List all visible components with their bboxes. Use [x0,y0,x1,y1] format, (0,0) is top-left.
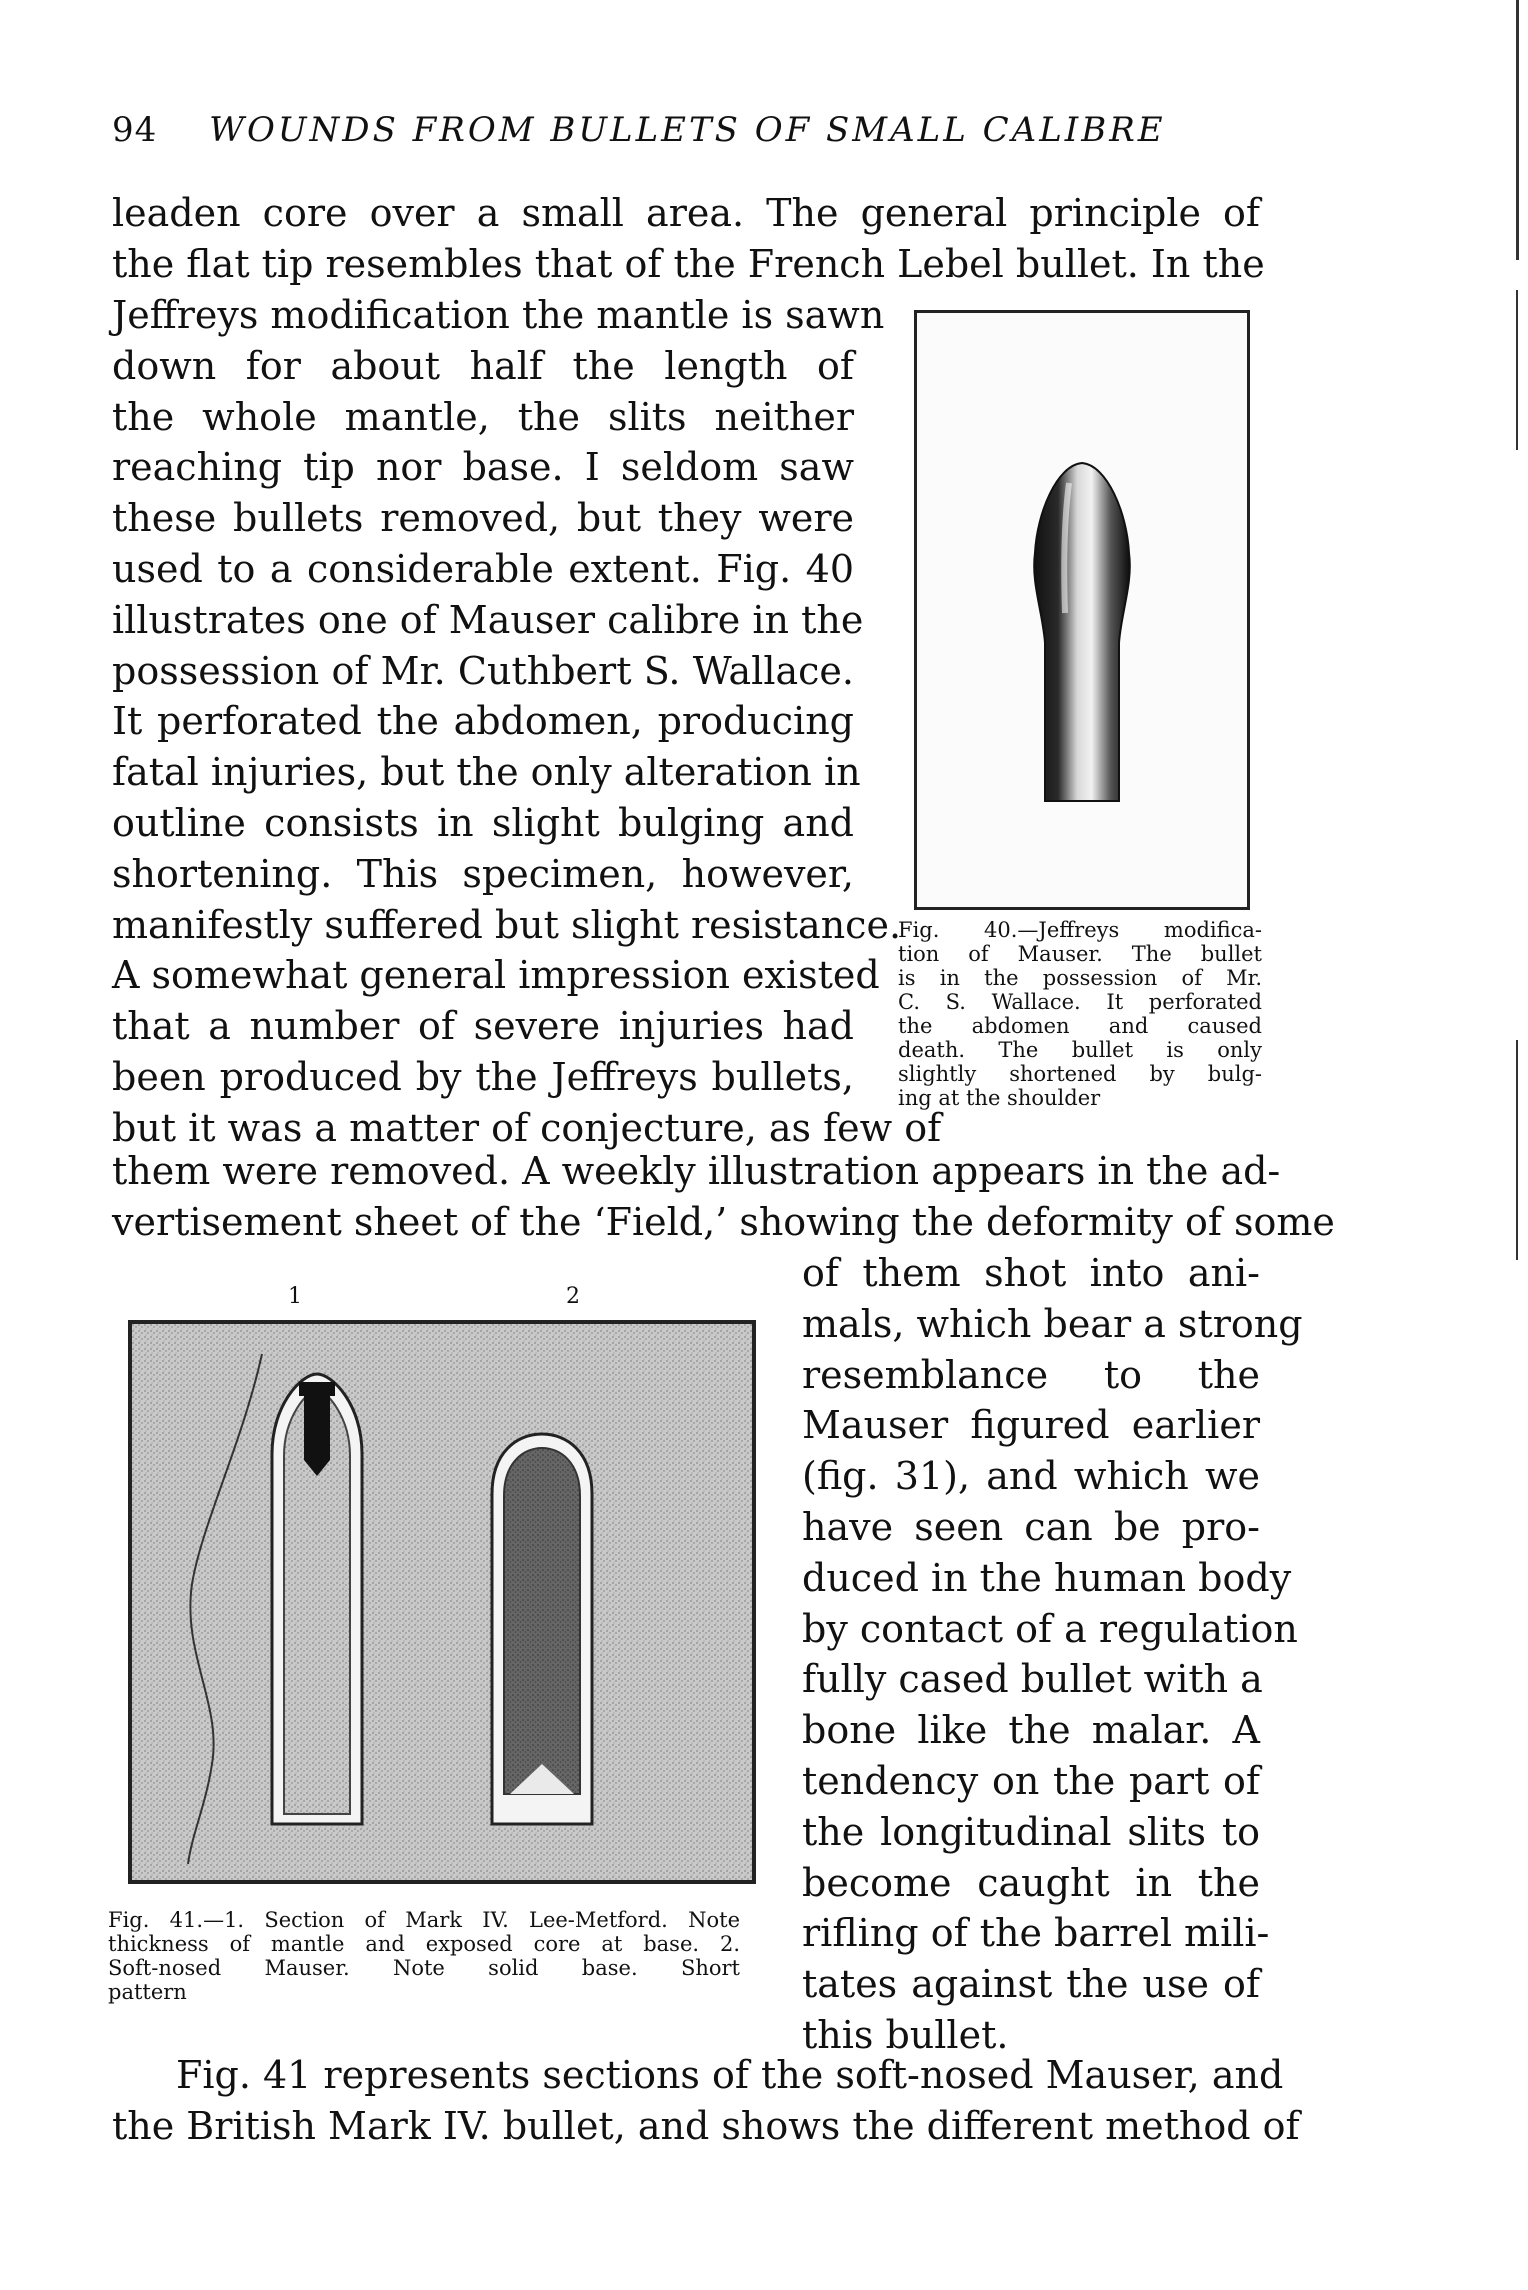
bullet-sections-illustration [132,1324,752,1880]
caption-line: death. The bullet is only [898,1038,1262,1062]
paragraph-block-5 [112,2050,1300,2152]
caption-line: slightly shortened by bulg- [898,1062,1262,1086]
caption-line: is in the possession of Mr. [898,966,1262,990]
text-line: them were removed. A weekly illustration appears in the ad- [112,1149,1281,1193]
caption-line: tion of Mauser. The bullet [898,942,1262,966]
caption-line: ing at the shoulder [898,1086,1101,1110]
jeffreys-bullet-illustration [917,313,1247,907]
text-line: of them shot into ani- [802,1251,1260,1295]
running-title: WOUNDS FROM BULLETS OF SMALL CALIBRE [209,110,1166,150]
text-line: fatal injuries, but the only alteration in [112,750,861,795]
caption-line: the abdomen and caused [898,1014,1262,1038]
text-line: shortening. This specimen, however, [112,851,854,896]
text-line: It perforated the abdomen, producing [112,699,854,744]
paragraph-block-1 [112,188,1265,290]
text-line: vertisement sheet of the ‘Field,’ showing the deformity of some [112,1199,1335,1244]
text-line: rifling of the barrel mili- [802,1911,1270,1956]
text-line: these bullets removed, but they were [112,496,854,541]
text-line: have seen can be pro- [802,1504,1260,1549]
text-line: bone like the malar. A [802,1708,1260,1753]
text-line: fully cased bullet with a [802,1657,1263,1702]
paragraph-block-2 [112,290,942,1154]
caption-line: Soft-nosed Mauser. Note solid base. Short [108,1956,740,1980]
running-header [112,110,1166,150]
text-line: possession of Mr. Cuthbert S. Wallace. [112,648,854,693]
text-line: the whole mantle, the slits neither [112,394,854,439]
figure-41-image [128,1320,756,1884]
text-line: used to a considerable extent. Fig. 40 [112,546,854,591]
figure-40-caption [898,918,1262,1110]
text-line: the flat tip resembles that of the French Lebel bullet. In the [112,241,1265,286]
text-line: been produced by the Jeffreys bullets, [112,1054,854,1099]
text-line: the longitudinal slits to [802,1809,1260,1854]
text-line: the British Mark IV. bullet, and shows the different method of [112,2103,1300,2148]
text-line: tates against the use of [802,1962,1260,2007]
figure-41-label-2: 2 [566,1284,580,1309]
figure-41-label-1: 1 [288,1284,302,1309]
text-line: outline consists in slight bulging and [112,800,854,845]
text-line: by contact of a regulation [802,1606,1298,1651]
caption-line: Fig. 41.—1. Section of Mark IV. Lee-Metford. Note [108,1908,740,1932]
text-line: become caught in the [802,1860,1260,1905]
paragraph-block-4 [802,1248,1303,2061]
caption-line: Fig. 40.—Jeffreys modifica- [898,918,1262,942]
page-number: 94 [112,110,158,150]
caption-line: C. S. Wallace. It perforated [898,990,1262,1014]
text-line: illustrates one of Mauser calibre in the [112,597,864,642]
text-line: this bullet. [802,2012,1009,2057]
text-line: leaden core over a small area. The general principle of [112,191,1260,235]
text-line: that a number of severe injuries had [112,1004,854,1049]
text-line: duced in the human body [802,1555,1292,1600]
scan-edge-mark [1516,1040,1518,1260]
scan-edge-mark [1516,0,1519,260]
text-line: A somewhat general impression existed [112,953,880,998]
text-line: tendency on the part of [802,1758,1260,1803]
text-line: Fig. 41 represents sections of the soft-nosed Mauser, and [176,2053,1284,2097]
scan-edge-mark [1516,290,1518,450]
caption-line: pattern [108,1980,187,2004]
text-line: Mauser figured earlier [802,1403,1260,1448]
paragraph-block-3 [112,1146,1335,1248]
text-line: but it was a matter of conjecture, as few of [112,1105,942,1150]
text-line: (fig. 31), and which we [802,1454,1260,1499]
text-line: resemblance to the [802,1352,1260,1397]
text-line: manifestly suffered but slight resistance. [112,902,902,947]
text-line: Jeffreys modification the mantle is sawn [112,293,885,337]
text-line: mals, which bear a strong [802,1301,1303,1346]
figure-40-image [914,310,1250,910]
text-line: down for about half the length of [112,343,854,388]
figure-41-caption [108,1908,740,2004]
text-line: reaching tip nor base. I seldom saw [112,445,854,490]
caption-line: thickness of mantle and exposed core at base. 2. [108,1932,740,1956]
